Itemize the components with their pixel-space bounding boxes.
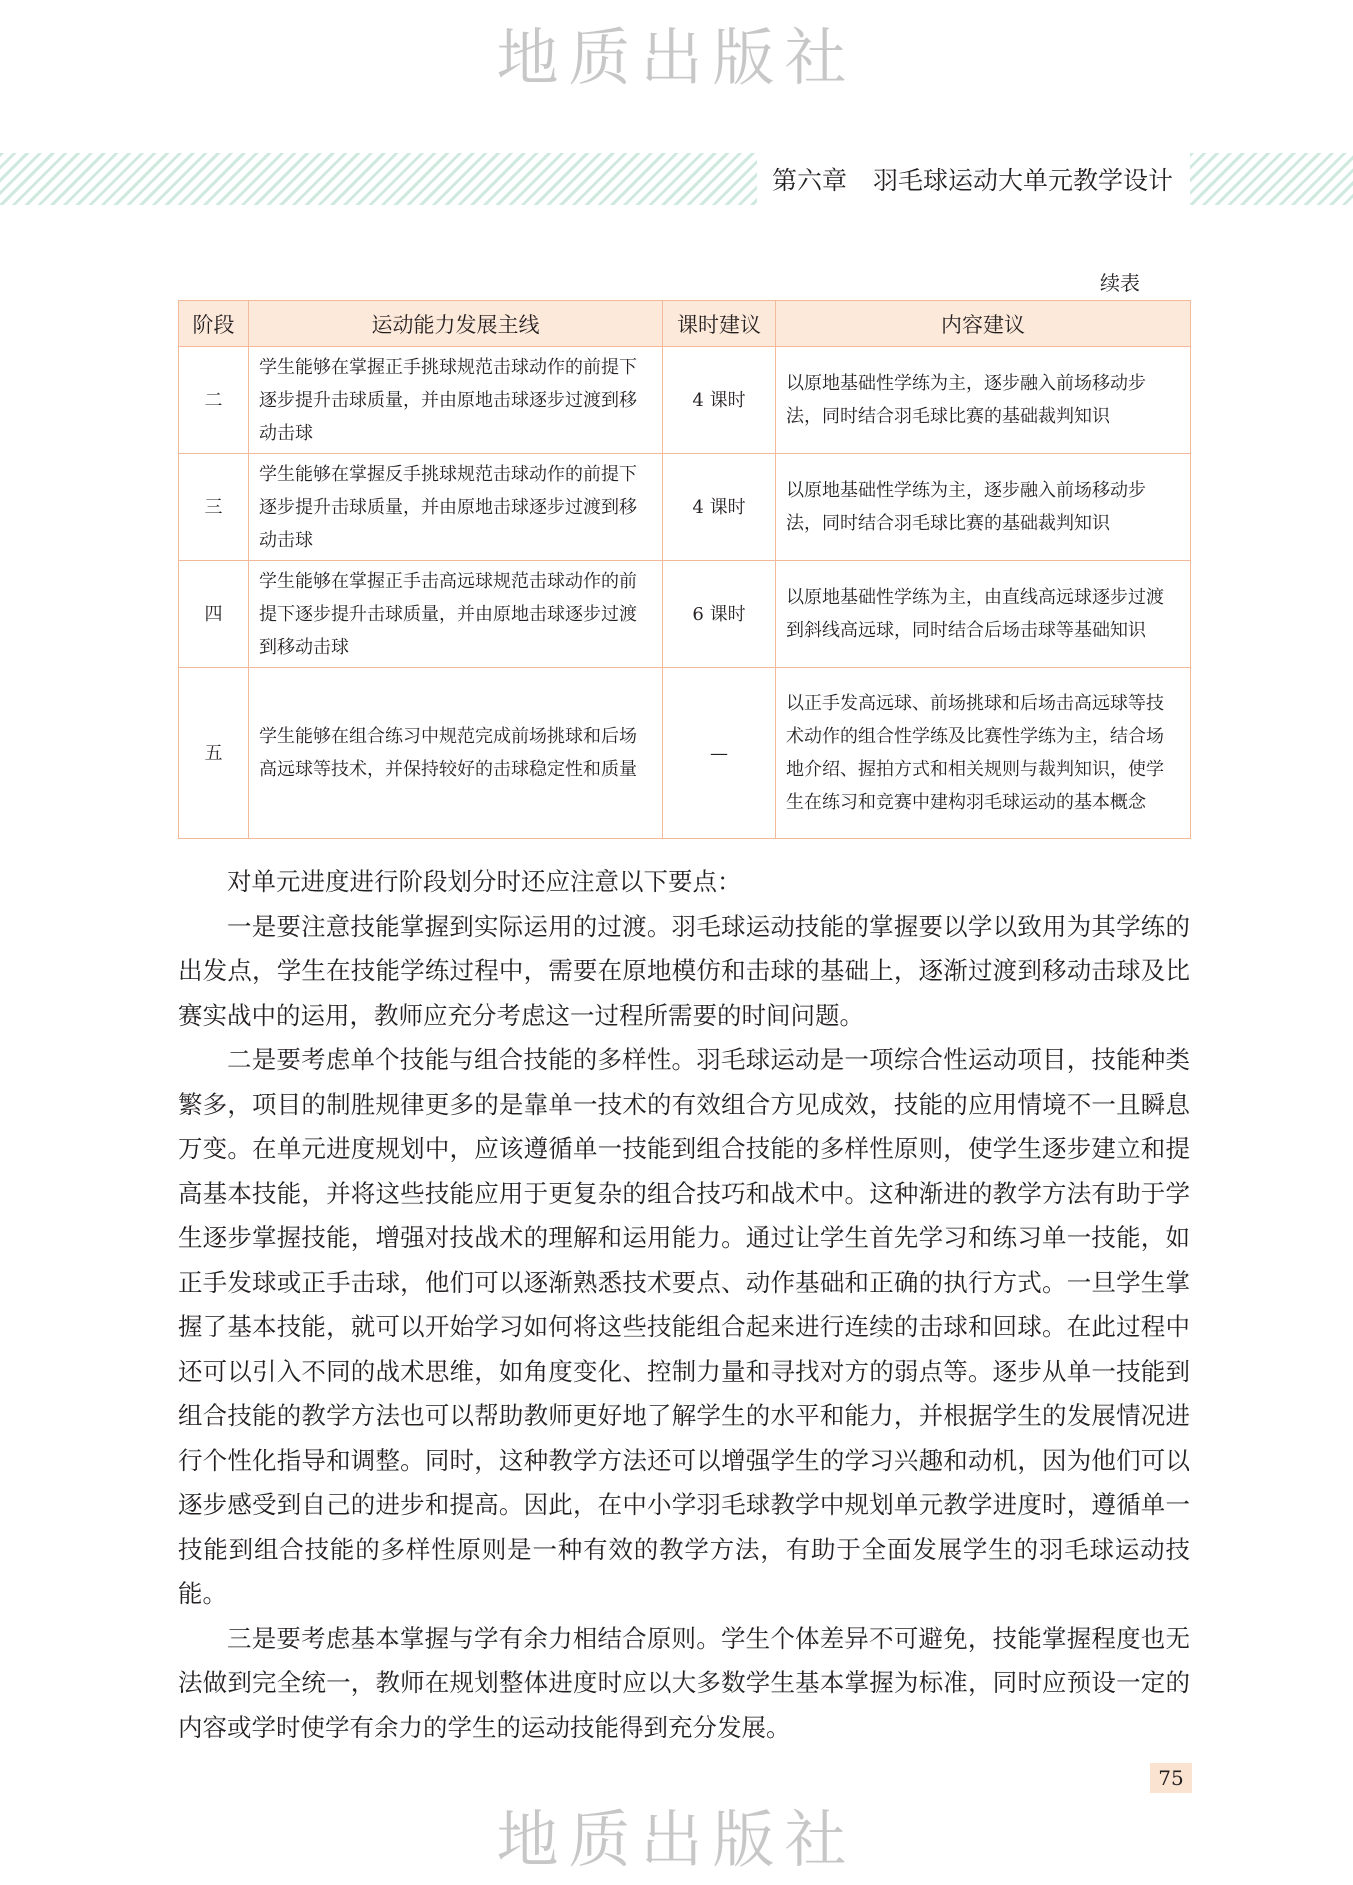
cell-hours: 4 课时 — [663, 454, 776, 561]
table-row — [179, 561, 1191, 668]
chapter-number: 第六章 — [772, 166, 848, 195]
cell-content: 以正手发高远球、前场挑球和后场击高远球等技术动作的组合性学练及比赛性学练为主，结合场地介绍、握拍方式和相关规则与裁判知识，使学生在练习和竞赛中建构羽毛球运动的基本概念 — [776, 668, 1191, 839]
table-row — [179, 454, 1191, 561]
cell-stage: 四 — [179, 561, 249, 668]
cell-stage: 三 — [179, 454, 249, 561]
body-text — [178, 860, 1190, 1750]
cell-stage: 二 — [179, 347, 249, 454]
header-stripes-right — [1190, 153, 1353, 205]
cell-mainline: 学生能够在掌握正手挑球规范击球动作的前提下逐步提升击球质量，并由原地击球逐步过渡到移动击球 — [249, 347, 663, 454]
header-hours: 课时建议 — [663, 301, 776, 347]
header-stripes-left — [0, 153, 757, 205]
unit-plan-table — [178, 300, 1191, 839]
publisher-watermark-bottom: 地质出版社 — [496, 1803, 857, 1876]
header-mainline: 运动能力发展主线 — [249, 301, 663, 347]
chapter-name: 羽毛球运动大单元教学设计 — [873, 166, 1174, 195]
chapter-header — [0, 153, 1353, 205]
table-continued-label: 续表 — [1100, 271, 1140, 295]
cell-hours: 4 课时 — [663, 347, 776, 454]
table-row — [179, 347, 1191, 454]
cell-mainline: 学生能够在掌握反手挑球规范击球动作的前提下逐步提升击球质量，并由原地击球逐步过渡到移动击球 — [249, 454, 663, 561]
cell-hours: 6 课时 — [663, 561, 776, 668]
paragraph-point-three: 三是要考虑基本掌握与学有余力相结合原则。学生个体差异不可避免，技能掌握程度也无法做到完全统一，教师在规划整体进度时应以大多数学生基本掌握为标准，同时应预设一定的内容或学时使学有余力的学生的运动技能得到充分发展。 — [178, 1623, 1190, 1742]
cell-mainline: 学生能够在组合练习中规范完成前场挑球和后场高远球等技术，并保持较好的击球稳定性和质量 — [249, 668, 663, 839]
cell-hours: — — [663, 668, 776, 839]
header-content: 内容建议 — [776, 301, 1191, 347]
paragraph-point-two: 二是要考虑单个技能与组合技能的多样性。羽毛球运动是一项综合性运动项目，技能种类繁多，项目的制胜规律更多的是靠单一技术的有效组合方见成效，技能的应用情境不一且瞬息万变。在单元进度规划中，应该遵循单一技能到组合技能的多样性原则，使学生逐步建立和提高基本技能，并将这些技能应用于更复杂的组合技巧和战术中。这种渐进的教学方法有助于学生逐步掌握技能，增强对技战术的理解和运用能力。通过让学生首先学习和练习单一技能，如正手发球或正手击球，他们可以逐渐熟悉技术要点、动作基础和正确的执行方式。一旦学生掌握了基本技能，就可以开始学习如何将这些技能组合起来进行连续的击球和回球。在此过程中还可以引入不同的战术思维，如角度变化、控制力量和寻找对方的弱点等。逐步从单一技能到组合技能的教学方法也可以帮助教师更好地了解学生的水平和能力，并根据学生的发展情况进行个性化指导和调整。同时，这种教学方法还可以增强学生的学习兴趣和动机，因为他们可以逐步感受到自己的进步和提高。因此，在中小学羽毛球教学中规划单元教学进度时，遵循单一技能到组合技能的多样性原则是一种有效的教学方法，有助于全面发展学生的羽毛球运动技能。 — [178, 1045, 1190, 1608]
page-number: 75 — [1150, 1763, 1192, 1793]
table-row — [179, 668, 1191, 839]
table-header-row — [179, 301, 1191, 347]
cell-stage: 五 — [179, 668, 249, 839]
paragraph-point-one: 一是要注意技能掌握到实际运用的过渡。羽毛球运动技能的掌握要以学以致用为其学练的出发点，学生在技能学练过程中，需要在原地模仿和击球的基础上，逐渐过渡到移动击球及比赛实战中的运用，教师应充分考虑这一过程所需要的时间问题。 — [178, 911, 1190, 1030]
paragraph-intro: 对单元进度进行阶段划分时还应注意以下要点： — [227, 867, 742, 896]
cell-content: 以原地基础性学练为主，逐步融入前场移动步法，同时结合羽毛球比赛的基础裁判知识 — [776, 347, 1191, 454]
header-stage: 阶段 — [179, 301, 249, 347]
cell-content: 以原地基础性学练为主，由直线高远球逐步过渡到斜线高远球，同时结合后场击球等基础知识 — [776, 561, 1191, 668]
chapter-title — [772, 161, 1173, 197]
cell-mainline: 学生能够在掌握正手击高远球规范击球动作的前提下逐步提升击球质量，并由原地击球逐步过渡到移动击球 — [249, 561, 663, 668]
publisher-watermark-top: 地质出版社 — [496, 21, 857, 94]
cell-content: 以原地基础性学练为主，逐步融入前场移动步法，同时结合羽毛球比赛的基础裁判知识 — [776, 454, 1191, 561]
